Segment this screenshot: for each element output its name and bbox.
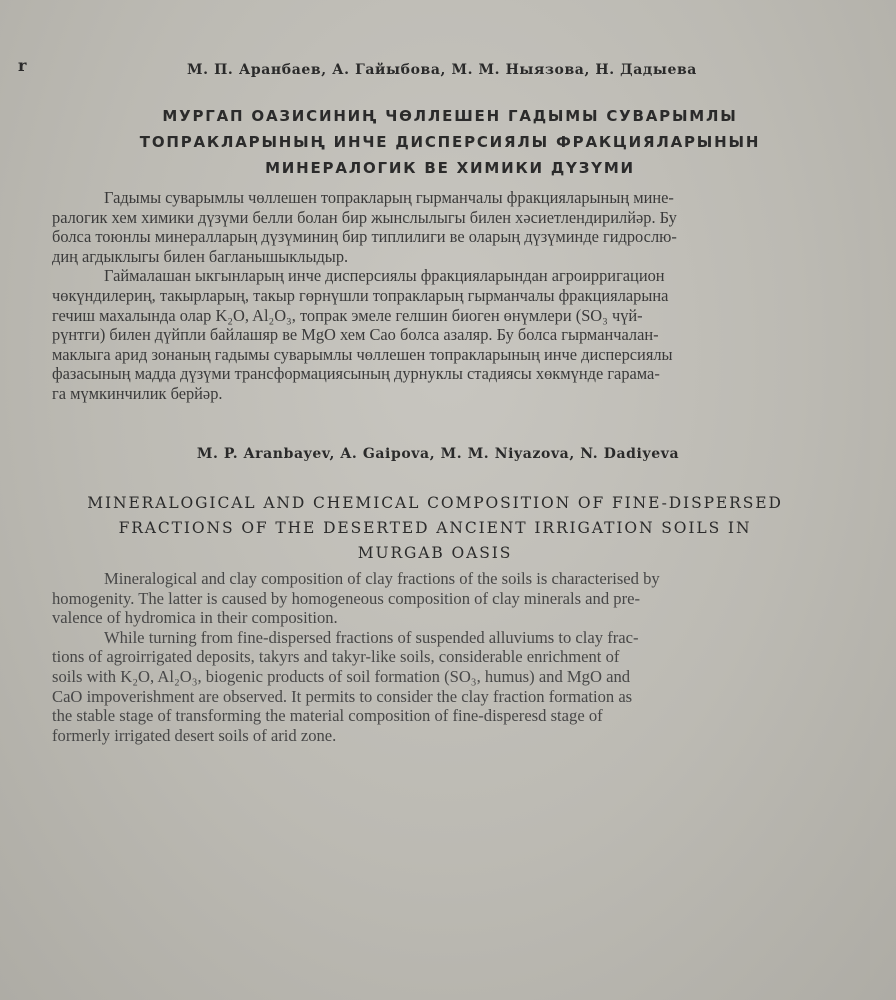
abstract-line: маклыга арид зонаның гадымы суварымлы чөллешен топракларының инче дисперсиялы [52,344,673,364]
abstract-line: рүнтги) билен дүйпли байлашяр ве MgO хем Сао болса азаляр. Бу болса гырманчалан- [52,325,659,345]
abstract-line: tions of agroirrigated deposits, takyrs and takyr-like soils, considerable enrichment of [52,647,620,667]
authors-turkmen: М. П. Аранбаев, А. Гайыбова, М. М. Ныязова, Н. Дадыева [187,62,697,78]
abstract-line: га мүмкинчилик берйәр. [52,383,223,403]
abstract-line: the stable stage of transforming the material composition of fine-disperesd stage of [52,706,603,726]
abstract-line: Гаймалашан ыкгынларың инче дисперсиялы фракцияларындан агроирригацион [104,266,665,286]
title-line: ТОПРАКЛАРЫНЫҢ ИНЧЕ ДИСПЕРСИЯЛЫ ФРАКЦИЯЛАРЫНЫН [139,133,761,151]
abstract-line: Гадымы суварымлы чөллешен топракларың гырманчалы фракцияларының мине- [104,188,674,207]
abstract-line: While turning from fine-dispersed fractions of suspended alluviums to clay frac- [104,627,639,647]
title-line: FRACTIONS OF THE DESERTED ANCIENT IRRIGATION SOILS IN [118,519,752,537]
title-english [40,491,830,566]
title-line: МИНЕРАЛОГИК ВЕ ХИМИКИ ДҮЗҮМИ [265,159,635,177]
authors-english: M. P. Aranbayev, A. Gaipova, M. M. Niyazova, N. Dadiyeva [196,446,680,462]
title-line: MURGAB OASIS [357,544,513,562]
abstract-line: formerly irrigated desert soils of arid zone. [52,725,337,745]
abstract-line: homogenity. The latter is caused by homogeneous composition of clay minerals and pre- [52,588,641,608]
title-turkmen [80,103,820,181]
abstract-line: фазасының мадда дүзүми трансформациясының дурнуклы стадиясы хөкмүнде гарама- [52,364,660,384]
abstract-english [52,569,842,745]
abstract-line: болса тоюнлы минералларың дүзүминиң бир типлилиги ве оларың дүзүминде гидрослю- [52,227,677,247]
title-line: MINERALOGICAL AND CHEMICAL COMPOSITION OF FINE-DISPERSED [87,494,783,512]
abstract-line: valence of hydromica in their composition. [52,608,338,628]
abstract-line: ралогик хем химики дүзүми белли болан бир жынслылыгы билен хәсиетлендирилйәр. Бу [52,207,677,227]
abstract-line: диң агдыклыгы билен багланышыклыдыр. [52,246,349,266]
abstract-line: чөкүндилериң, такырларың, такыр гөрнүшли топракларың гырманчалы фракцияларына [52,285,669,305]
abstract-line: soils with K₂O, Al₂O₃, biogenic products of soil formation (SO₃, humus) and MgO and [52,666,631,686]
abstract-turkmen [52,188,832,404]
abstract-line: Mineralogical and clay composition of clay fractions of the soils is characterised by [104,569,660,588]
margin-tick-mark: r [18,56,27,75]
abstract-line: CaO impoverishment are observed. It permits to consider the clay fraction formation as [52,686,633,706]
abstract-line: гечиш махалында олар K₂O, Al₂O₃, топрак эмеле гелшин биоген өнүмлери (SO₃ чүй- [52,305,643,325]
title-line: МУРГАП ОАЗИСИНИҢ ЧӨЛЛЕШЕН ГАДЫМЫ СУВАРЫМЛЫ [162,107,738,125]
